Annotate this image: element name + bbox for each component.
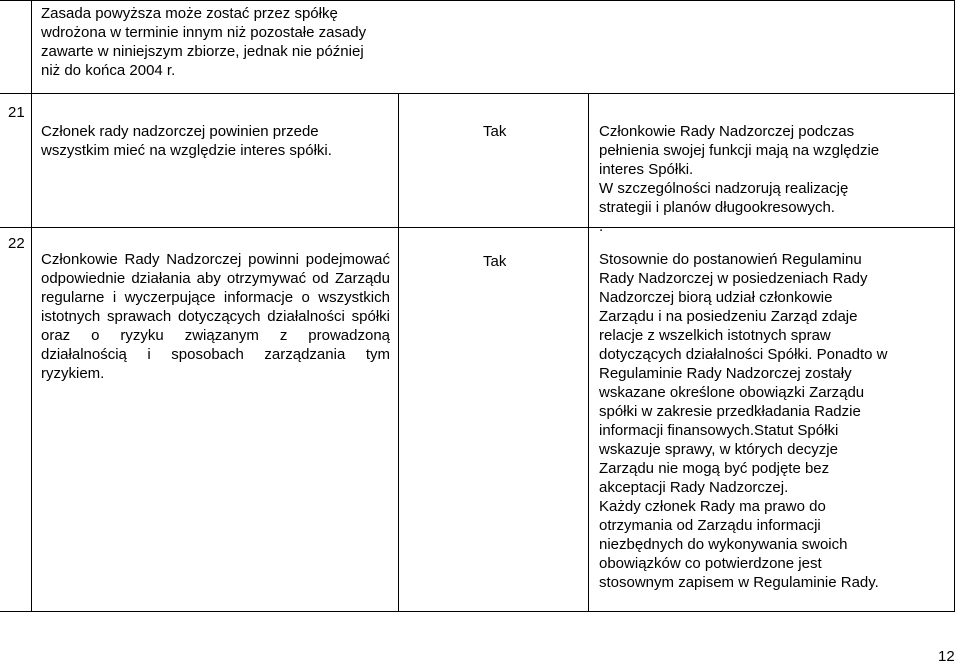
row-divider-21 bbox=[0, 93, 955, 94]
comment-text: Członkowie Rady Nadzorczej podczas pełnienia swojej funkcji mają na względzie interes Spółki. W szczególności nadzorują realizację strategii i planów długookresowych. . bbox=[599, 123, 880, 235]
principle-number: 22 bbox=[8, 235, 25, 252]
page-number: 12 bbox=[938, 648, 955, 665]
principle-text: Członek rady nadzorczej powinien przede wszystkim mieć na względzie interes spółki. bbox=[41, 123, 332, 159]
compliance-answer: Tak bbox=[483, 253, 507, 270]
table-top-border bbox=[0, 0, 955, 1]
comment-text: Stosownie do postanowień Regulaminu Rady Nadzorczej w posiedzeniach Rady Nadzorczej biorą udział członkowie Zarządu i na posiedzeniu Zarząd zdaje relacje z wszelkich istotnych spraw dotyczących działalności Spółki. Ponadto w Regulaminie Rady Nadzorczej zostały wskazane określone obowiązki Zarządu spółki w zakresie przedkładania Radzie informacji finansowych.Statut Spółki wskazuje sprawy, w których decyzje Zarządu nie mogą być podjęte bez akceptacji Rady Nadzorczej. Każdy członek Rady ma prawo do otrzymania od Zarządu informacji niezbędnych do wykonywania swoich obowiązków co potwierdzone jest stosownym zapisem w Regulaminie Rady. bbox=[599, 251, 888, 591]
compliance-answer: Tak bbox=[483, 123, 507, 140]
table-right-border bbox=[954, 0, 955, 612]
principle-number: 21 bbox=[8, 104, 25, 121]
column-divider-number bbox=[31, 0, 32, 612]
column-divider-answer bbox=[398, 93, 399, 612]
principle-text: Zasada powyższa może zostać przez spółkę wdrożona w terminie innym niż pozostałe zasady zawarte w niniejszym zbiorze, jednak nie później niż do końca 2004 r. bbox=[41, 5, 367, 79]
table-bottom-border bbox=[0, 611, 955, 612]
column-divider-comment bbox=[588, 93, 589, 612]
principle-text: Członkowie Rady Nadzorczej powinni podejmować odpowiednie działania aby otrzymywać od Zarządu regularne i wyczerpujące informacje o wszystkich istotnych sprawach dotyczących działalności spółki oraz o ryzyku związanym z prowadzoną działalnością i sposobach zarządzania tym ryzykiem. bbox=[41, 251, 390, 382]
